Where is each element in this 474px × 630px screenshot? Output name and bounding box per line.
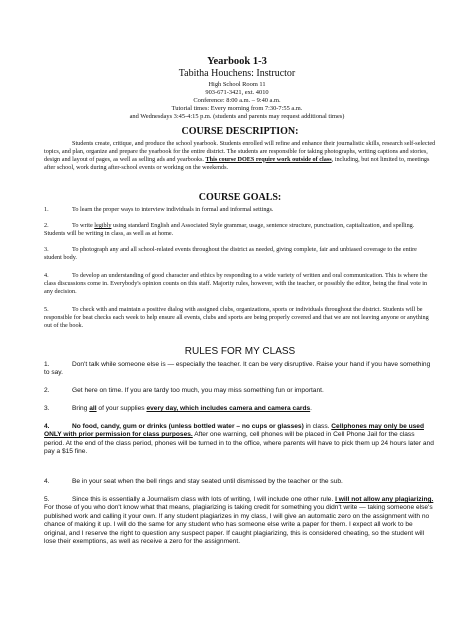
course-description-text: [44, 140, 436, 172]
room: High School Room 11: [208, 81, 266, 88]
rules-heading: RULES FOR MY CLASS: [184, 346, 296, 357]
rule-4: [44, 423, 436, 457]
rule-2-text: Get here on time. If you are tardy too much, you may miss something fun or important.: [72, 387, 324, 394]
goal-2-underlined: legibly: [94, 222, 112, 229]
goal-2: [44, 222, 436, 238]
goal-3: [44, 246, 436, 262]
rule-4-text-b: After one warning, cell phones will be placed in Cell Phone Jail for the class period. At the end of the class period, phones will be turned in to the office, where parents will have to pick them up 24 hours later and pay a $15 fine.: [44, 431, 434, 456]
rule-1-number: 1.: [44, 361, 50, 368]
goal-4-text: To develop an understanding of good character and ethics by responding to a wide variety of written and oral communication. This is where the class discussions come in. Everybody's opinion counts on this staff. Majority rules, however, with the teacher, or possibly the editor, being the final vote in any decision.: [44, 272, 428, 295]
goal-5-text: To check with and maintain a positive dialog with assigned clubs, organizations, sports or individuals throughout the district. Students will be responsible for beat checks each week to help ensure all events, clubs and sports are being properly covered and that we are not leaving anyone or anything out of the book.: [44, 306, 429, 329]
rule-3: [44, 405, 436, 413]
course-title: Yearbook 1-3: [207, 56, 267, 67]
rule-2-number: 2.: [44, 387, 50, 394]
course-goals-heading: COURSE GOALS:: [198, 192, 282, 203]
rule-4-cellphones: Cellphones may only be used ONLY with prior permission for class purposes.: [44, 423, 424, 439]
instructor-name: Tabitha Houchens: Instructor: [178, 68, 296, 79]
conference-time: Conference: 8:00 a.m. – 9:40 a.m.: [193, 97, 281, 104]
rule-3-text-b: of your supplies: [96, 405, 147, 412]
rule-1-text: Don't talk while someone else is — especially the teacher. It can be very disruptive. Raise your hand if you have something to say.: [44, 361, 431, 377]
rule-4-bold: No food, candy, gum or drinks (unless bottled water – no cups or glasses): [72, 423, 304, 430]
goal-3-text: To photograph any and all school-related events throughout the district as needed, giving complete, fair and unbiased coverage to the entire student body.: [44, 246, 417, 261]
rule-5: [44, 478, 436, 486]
goal-4: [44, 272, 436, 296]
rule-5-number: 4.: [44, 478, 50, 485]
rule-6-bold: I will not allow any plagiarizing.: [335, 496, 434, 503]
course-description-heading: COURSE DESCRIPTION:: [181, 126, 299, 137]
goal-1-text: To learn the proper ways to interview individuals in formal and informal settings.: [72, 206, 274, 213]
rule-3-number: 3.: [44, 405, 50, 412]
goal-2-text-b: using standard English and Associated Style grammar, usage, sentence structure, punctuation, capitalization, and spelling. Students will be writing in class, as well as at home.: [44, 222, 415, 237]
goal-1-number: 1.: [44, 206, 49, 213]
rule-6-text-a: Since this is essentially a Journalism class with lots of writing, I will include one other rule.: [72, 496, 336, 503]
goal-5-number: 5.: [44, 306, 49, 313]
description-text-a: Students create, critique, and produce the school yearbook. Students enrolled will refine and enhance their journalistic skills, research self-selected topics, and plan, organize and prepare the yearbook for the entire district. The students are responsible for taking photographs, writing captions and stories, design and layout of pages, as well as selling ads and yearbooks.: [44, 140, 436, 163]
goal-5: [44, 306, 436, 330]
rule-1: [44, 361, 436, 378]
rule-3-text-c: .: [310, 405, 312, 412]
rule-3-text-a: Bring: [72, 405, 90, 412]
rule-5-text: Be in your seat when the bell rings and stay seated until dismissed by the teacher or the sub.: [72, 478, 343, 485]
rule-6-text-b: For those of you who don't know what that means, plagiarizing is taking credit for something you didn't write — taking someone else's published work and calling it your own. If any student plagiarizes in my class, I will give an automatic zero on the assignment with no chance of making it up. I will do the same for any student who has someone else write a paper for them. I expect all work to be original, and I reserve the right to question any suspect paper. If caught plagiarizing, this is considered cheating, so the student will lose their exemptions, as well as receive a zero for the assignment.: [44, 504, 433, 546]
goal-1: [44, 206, 436, 214]
tutorial-times: Tutorial times: Every morning from 7:30-7:55 a.m.: [171, 105, 303, 112]
rule-3-all: all: [89, 405, 97, 412]
goal-2-text-a: To write: [72, 222, 95, 229]
rule-4-number: 4.: [44, 423, 50, 430]
goal-4-number: 4.: [44, 272, 49, 279]
rule-6-number: 5.: [44, 496, 50, 503]
description-text-b: , including, but not limited to, meetings after school, work during after-school events or working on the weekends.: [44, 155, 430, 171]
description-text-bold: This course DOES require work outside of class: [205, 155, 332, 163]
rule-4-text-a: in class.: [303, 423, 332, 430]
rule-6: [44, 496, 436, 546]
rule-2: [44, 387, 436, 395]
goal-3-number: 3.: [44, 246, 49, 253]
wednesday-times: and Wednesdays 3:45-4:15 p.m. (students and parents may request additional times): [129, 113, 345, 120]
rule-3-every-day: every day, which includes camera and camera cards: [146, 405, 311, 412]
phone: 903-671-3421, ext. 4010: [205, 89, 269, 96]
goal-2-number: 2.: [44, 222, 49, 229]
